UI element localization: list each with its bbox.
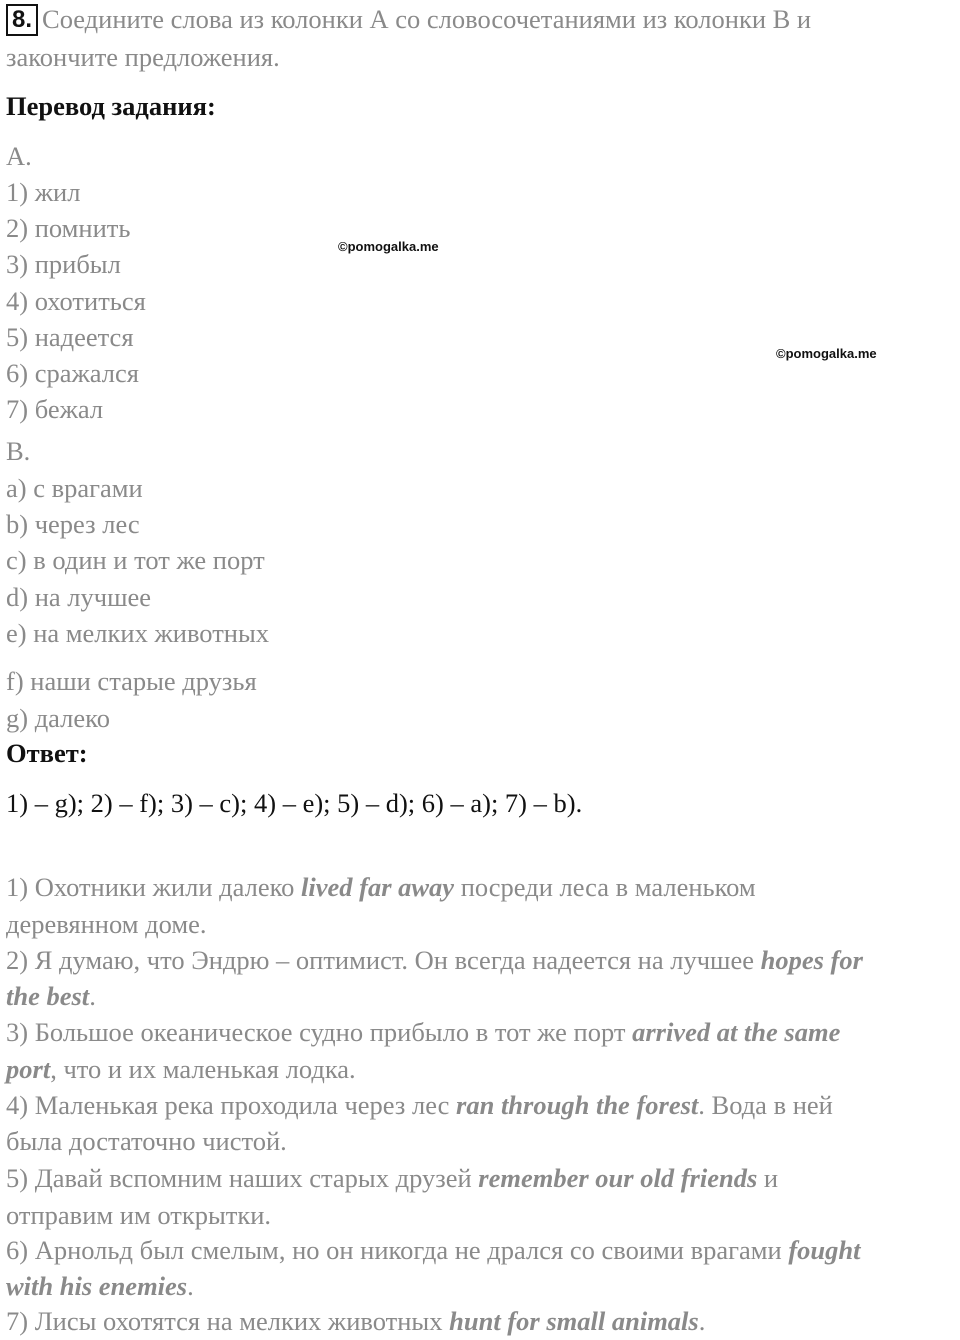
column-b-item: b) через лес [6,509,140,539]
column-a-item: 7) бежал [6,394,104,424]
column-b-item: c) в один и тот же порт [6,545,265,575]
column-b-item: d) на лучшее [6,582,151,612]
sentence-2-line1 [6,943,863,977]
task-number-badge: 8. [6,4,38,36]
translation-heading: Перевод задания: [6,91,216,121]
sentence-phrase: port [6,1054,51,1084]
sentence-text: . [89,981,96,1011]
column-a-item: 6) сражался [6,358,139,388]
sentence-phrase: arrived at the same [632,1017,841,1047]
sentence-4-line2 [6,1124,287,1158]
sentence-1-line1 [6,870,756,904]
sentence-6-line1 [6,1233,860,1267]
sentence-4-line1 [6,1088,833,1122]
column-a-item: 5) надеется [6,322,134,352]
sentence-text: 2) Я думаю, что Эндрю – оптимист. Он всегда надеется на лучшее [6,945,761,975]
column-b-label: B. [6,436,31,466]
task-text-line1 [6,2,811,36]
column-b-item: g) далеко [6,703,110,733]
column-a-item: 3) прибыл [6,249,121,279]
sentence-text: деревянном доме. [6,909,207,939]
sentence-phrase: with his enemies [6,1271,188,1301]
sentence-phrase: fought [788,1235,861,1265]
sentence-text: отправим им открытки. [6,1200,272,1230]
sentence-text: и [757,1163,779,1193]
answer-text: 1) – g); 2) – f); 3) – c); 4) – e); 5) – d); 6) – a); 7) – b). [6,788,583,818]
watermark: ©pomogalka.me [338,239,439,254]
sentence-text: . [698,1306,706,1336]
sentence-6-line2 [6,1269,194,1303]
sentence-text: , что и их маленькая лодка. [50,1054,356,1084]
sentence-text: 6) Арнольд был смелым, но он никогда не дрался со своими врагами [6,1235,789,1265]
answer-heading: Ответ: [6,738,88,768]
sentence-phrase: ran through the forest [456,1090,699,1120]
column-b-item: e) на мелких животных [6,618,270,648]
sentence-phrase: lived far away [301,872,455,902]
column-a-item: 2) помнить [6,213,131,243]
sentence-text: 3) Большое океаническое судно прибыло в тот же порт [6,1017,633,1047]
task-text-1: Соедините слова из колонки А со словосочетаниями из колонки В и [42,4,812,34]
column-a-item: 1) жил [6,177,81,207]
column-b-item: f) наши старые друзья [6,666,257,696]
sentence-text: 7) Лисы охотятся на мелких животных [6,1306,450,1336]
sentence-text: . [187,1271,194,1301]
column-a-item: 4) охотиться [6,286,146,316]
sentence-text: 1) Охотники жили далеко [6,872,301,902]
sentence-phrase: hopes for [760,945,863,975]
sentence-5-line2 [6,1198,271,1232]
sentence-2-line2 [6,979,96,1013]
sentence-3-line2 [6,1052,356,1086]
column-a-label: A. [6,141,32,171]
sentence-phrase: remember our old friends [478,1163,758,1193]
sentence-1-line2 [6,907,207,941]
column-b-item: a) с врагами [6,473,143,503]
sentence-text: . Вода в ней [698,1090,833,1120]
task-text-line2: закончите предложения. [6,42,280,72]
sentence-phrase: the best [6,981,90,1011]
sentence-phrase: hunt for small animals [449,1306,699,1336]
sentence-text: 5) Давай вспомним наших старых друзей [6,1163,479,1193]
sentence-3-line1 [6,1015,840,1049]
sentence-5-line1 [6,1161,778,1195]
sentence-text: посреди леса в маленьком [454,872,756,902]
sentence-text: 4) Маленькая река проходила через лес [6,1090,457,1120]
sentence-7-line1 [6,1304,705,1338]
sentence-text: была достаточно чистой. [6,1126,287,1156]
watermark: ©pomogalka.me [776,346,877,361]
